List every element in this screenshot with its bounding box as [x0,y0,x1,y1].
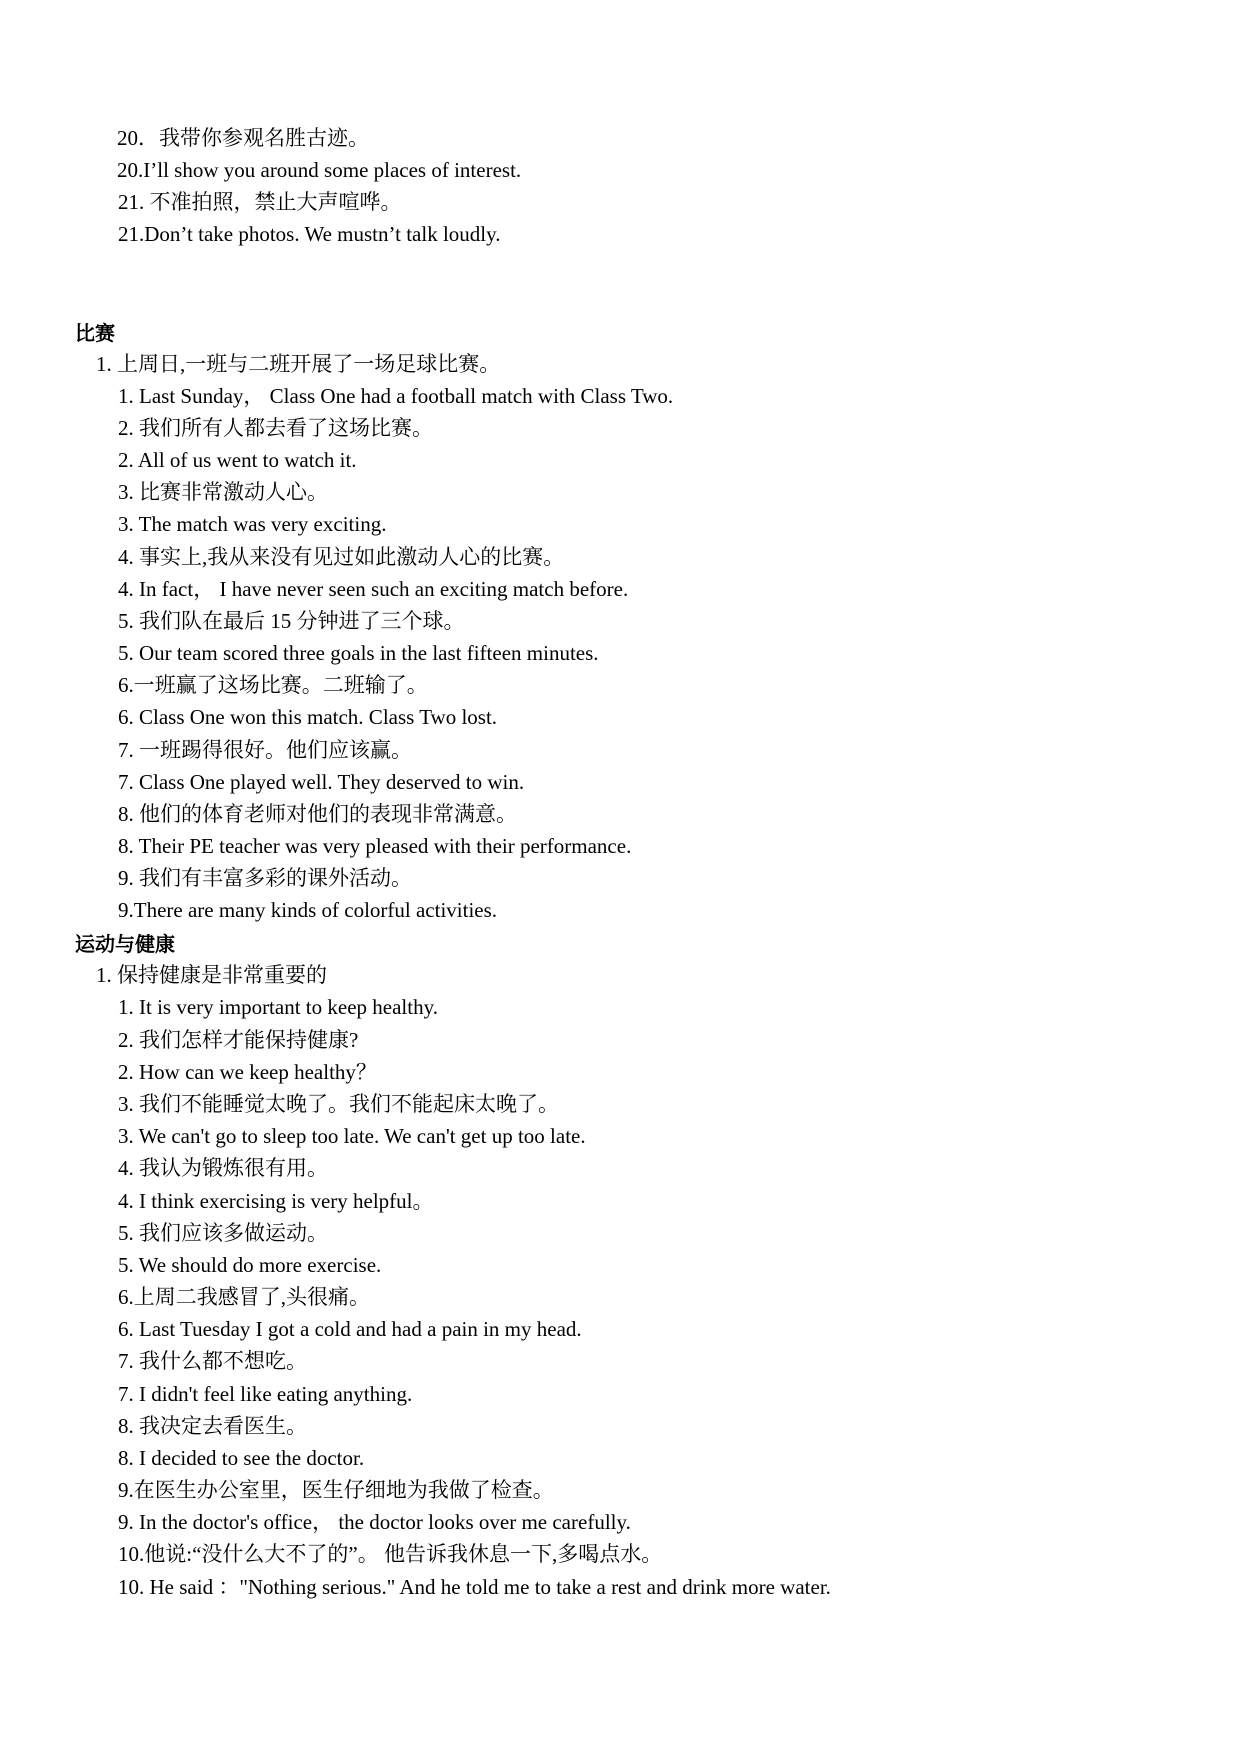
intro-line-21-en: 21.Don’t take photos. We mustn’t talk loudly. [118,222,501,246]
health-line: 2. 我们怎样才能保持健康? [118,1028,359,1052]
health-line: 4. 我认为锻炼很有用。 [118,1156,328,1180]
health-line: 3. We can't go to sleep too late. We can't get up too late. [118,1124,586,1148]
match-line: 1. Last Sunday， Class One had a football match with Class Two. [118,384,674,408]
match-line: 4. 事实上,我从来没有见过如此激动人心的比赛。 [118,545,565,569]
match-line: 1. 上周日,一班与二班开展了一场足球比赛。 [96,352,501,376]
health-line: 9.在医生办公室里，医生仔细地为我做了检查。 [118,1478,554,1502]
match-line: 6.一班赢了这场比赛。二班输了。 [118,673,428,697]
match-line: 5. Our team scored three goals in the last fifteen minutes. [118,641,599,665]
match-line: 8. 他们的体育老师对他们的表现非常满意。 [118,802,517,826]
match-line: 2. 我们所有人都去看了这场比赛。 [118,416,433,440]
health-line: 9. In the doctor's office， the doctor looks over me carefully. [118,1510,631,1534]
match-line: 3. 比赛非常激动人心。 [118,480,328,504]
intro-line-20-cn: 20．我带你参观名胜古迹。 [117,126,369,150]
match-line: 7. 一班踢得很好。他们应该赢。 [118,738,412,762]
health-line: 4. I think exercising is very helpful。 [118,1189,434,1213]
health-line: 10.他说:“没什么大不了的”。 他告诉我休息一下,多喝点水。 [118,1542,663,1566]
health-line: 8. 我决定去看医生。 [118,1414,307,1438]
match-line: 2. All of us went to watch it. [118,448,357,472]
health-line: 1. 保持健康是非常重要的 [96,963,327,987]
match-line: 8. Their PE teacher was very pleased with their performance. [118,834,632,858]
section-heading-match: 比赛 [75,321,115,345]
health-line: 7. I didn't feel like eating anything. [118,1382,413,1406]
match-line: 9.There are many kinds of colorful activities. [118,898,498,922]
match-line: 3. The match was very exciting. [118,512,387,536]
health-line: 5. 我们应该多做运动。 [118,1221,328,1245]
health-line: 3. 我们不能睡觉太晚了。我们不能起床太晚了。 [118,1092,559,1116]
section-heading-sports-health: 运动与健康 [75,932,175,956]
health-line: 2. How can we keep healthy？ [118,1060,377,1084]
match-line: 5. 我们队在最后 15 分钟进了三个球。 [118,609,465,633]
match-line: 9. 我们有丰富多彩的课外活动。 [118,866,412,890]
match-line: 7. Class One played well. They deserved to win. [118,770,525,794]
health-line: 6.上周二我感冒了,头很痛。 [118,1285,370,1309]
intro-line-21-cn: 21. 不准拍照，禁止大声喧哗。 [118,190,402,214]
intro-line-20-en: 20.I’ll show you around some places of interest. [117,158,522,182]
health-line: 5. We should do more exercise. [118,1253,382,1277]
health-line: 1. It is very important to keep healthy. [118,995,438,1019]
health-line: 8. I decided to see the doctor. [118,1446,365,1470]
match-line: 6. Class One won this match. Class Two lost. [118,705,498,729]
health-line: 10. He said ："Nothing serious." And he told me to take a rest and drink more water. [118,1575,831,1599]
health-line: 7. 我什么都不想吃。 [118,1349,307,1373]
match-line: 4. In fact， I have never seen such an exciting match before. [118,577,629,601]
health-line: 6. Last Tuesday I got a cold and had a pain in my head. [118,1317,582,1341]
